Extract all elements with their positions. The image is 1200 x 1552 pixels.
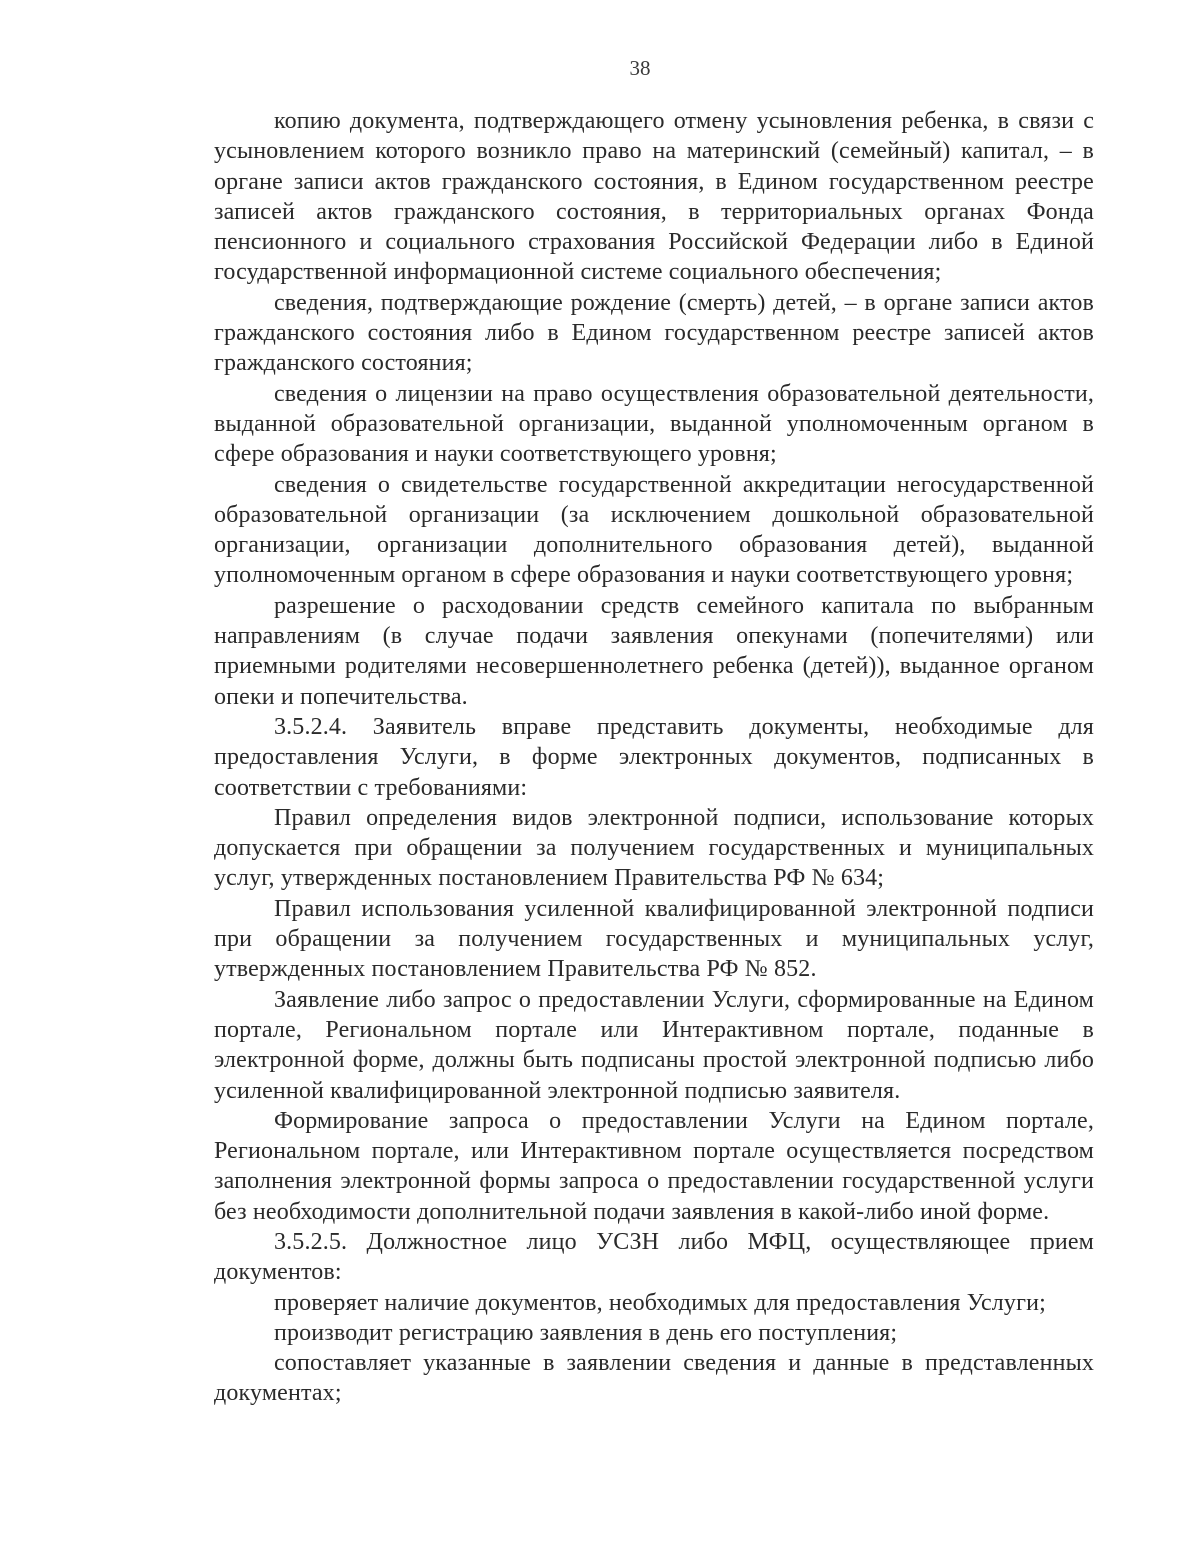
paragraph-rules-634: Правил определения видов электронной подписи, использование которых допускается при обращении за получением государственных и муниципальных услуг, утвержденных постановлением Правительства РФ № 634; (214, 804, 1094, 892)
paragraph-checks-documents: проверяет наличие документов, необходимых для предоставления Услуги; (274, 1289, 1046, 1316)
paragraph-birth-death-info: сведения, подтверждающие рождение (смерть) детей, – в органе записи актов гражданского состояния либо в Едином государственном реестре записей актов гражданского состояния; (214, 289, 1094, 377)
paragraph-request-forming: Формирование запроса о предоставлении Услуги на Едином портале, Региональном портале, или Интерактивном портале осуществляется посредством заполнения электронной формы запроса о предоставлении государственной услуги без необходимости дополнительной подачи заявления в какой-либо иной форме. (214, 1107, 1094, 1225)
paragraph-3-5-2-4: 3.5.2.4. Заявитель вправе представить документы, необходимые для предоставления Услуги, в форме электронных документов, подписанных в соответствии с требованиями: (214, 713, 1094, 801)
paragraph-compares-data: сопоставляет указанные в заявлении сведения и данные в представленных документах; (214, 1350, 1094, 1407)
paragraph-3-5-2-5: 3.5.2.5. Должностное лицо УСЗН либо МФЦ, осуществляющее прием документов: (214, 1228, 1094, 1286)
paragraph-guardianship-permission: разрешение о расходовании средств семейного капитала по выбранным направлениям (в случае подачи заявления опекунами (попечителями) или приемными родителями несовершеннолетнего ребенка (детей)), выданное органом опеки и попечительства. (214, 592, 1094, 710)
paragraph-registers-application: производит регистрацию заявления в день его поступления; (274, 1319, 898, 1346)
paragraph-rules-852: Правил использования усиленной квалифицированной электронной подписи при обращении за получением государственных и муниципальных услуг, утвержденных постановлением Правительства РФ № 852. (214, 895, 1094, 983)
paragraph-adoption-cancellation: копию документа, подтверждающего отмену усыновления ребенка, в связи с усыновлением которого возникло право на материнский (семейный) капитал, – в органе записи актов гражданского состояния, в Едином государственном реестре записей актов гражданского состояния, в территориальных органах Фонда пенсионного и социального страхования Российской Федерации либо в Единой государственной информационной системе социального обеспечения; (214, 108, 1094, 286)
document-body (214, 106, 1094, 1409)
paragraph-accreditation-info: сведения о свидетельстве государственной аккредитации негосударственной образовательной организации (за исключением дошкольной образовательной организации, организации дополнительного образования детей), выданной уполномоченным органом в сфере образования и науки соответствующего уровня; (214, 471, 1094, 589)
page-number: 38 (629, 56, 651, 80)
paragraph-license-info: сведения о лицензии на право осуществления образовательной деятельности, выданной образовательной организации, выданной уполномоченным органом в сфере образования и науки соответствующего уровня; (214, 380, 1094, 468)
paragraph-electronic-signature: Заявление либо запрос о предоставлении Услуги, сформированные на Едином портале, Региональном портале или Интерактивном портале, поданные в электронной форме, должны быть подписаны простой электронной подписью либо усиленной квалифицированной электронной подписью заявителя. (214, 986, 1094, 1104)
